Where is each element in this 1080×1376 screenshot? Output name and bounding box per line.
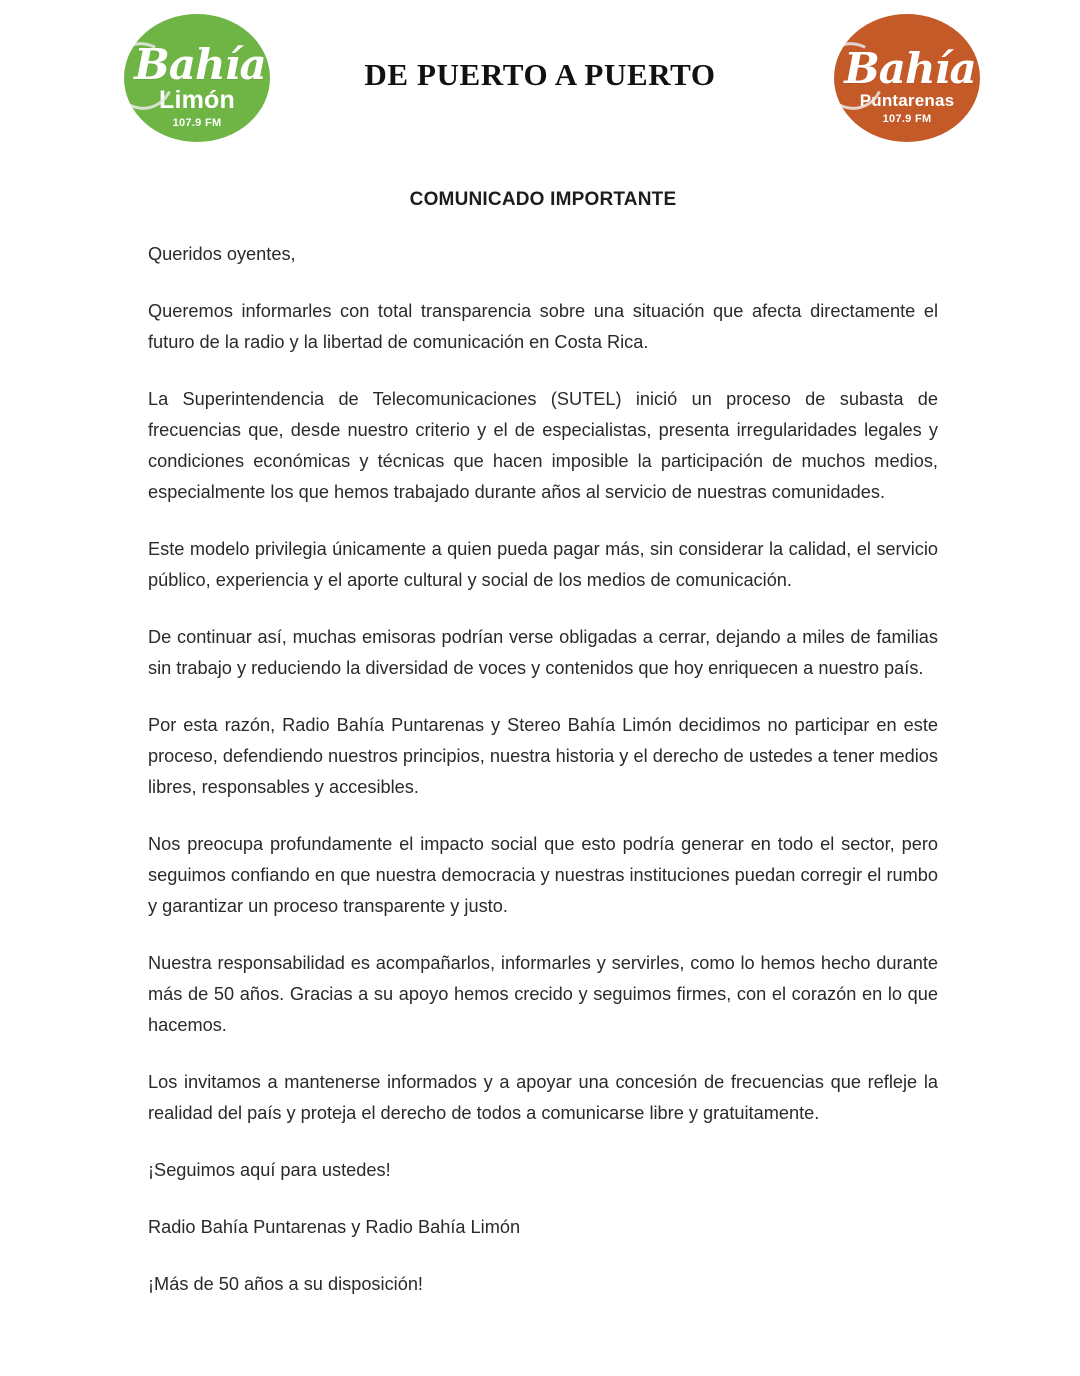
paragraph-closing: ¡Seguimos aquí para ustedes! [148, 1160, 391, 1180]
logo-city-name: Limón [159, 85, 235, 114]
logo-brand-name: Bahía [134, 39, 266, 89]
paragraph-decision: Por esta razón, Radio Bahía Puntarenas y Stereo Bahía Limón decidimos no participar en este proceso, defendiendo nuestros principios, nuestra historia y el derecho de ustedes a tener medios libres, responsables y accesibles. [148, 715, 938, 797]
document-sheet [148, 155, 938, 1300]
paragraph-salutation: Queridos oyentes, [148, 244, 296, 264]
document-body [148, 239, 938, 1300]
paragraph-model: Este modelo privilegia únicamente a quien pueda pagar más, sin considerar la calidad, el servicio público, experiencia y el aporte cultural y social de los medios de comunicación. [148, 539, 938, 590]
logo-frequency: 107.9 FM [172, 116, 222, 129]
page-title: DE PUERTO A PUERTO [364, 57, 716, 92]
letterhead-header [0, 0, 1080, 155]
paragraph-intro: Queremos informarles con total transparencia sobre una situación que afecta directamente el futuro de la radio y la libertad de comunicación en Costa Rica. [148, 301, 938, 352]
paragraph-invitation: Los invitamos a mantenerse informados y a apoyar una concesión de frecuencias que refleje la realidad del país y proteja el derecho de todos a comunicarse libre y gratuitamente. [148, 1072, 938, 1123]
paragraph-impact: De continuar así, muchas emisoras podrían verse obligadas a cerrar, dejando a miles de familias sin trabajo y reduciendo la diversidad de voces y contenidos que hoy enriquecen a nuestro país. [148, 627, 938, 678]
paragraph-tagline: ¡Más de 50 años a su disposición! [148, 1274, 423, 1294]
document-heading: COMUNICADO IMPORTANTE [409, 189, 677, 210]
paragraph-sutel: La Superintendencia de Telecomunicaciones (SUTEL) inició un proceso de subasta de frecuencias que, desde nuestro criterio y el de especialistas, presenta irregularidades legales y condiciones económicas y técnicas que hacen imposible la participación de muchos medios, especialmente los que hemos trabajado durante años al servicio de nuestras comunidades. [148, 389, 938, 502]
logo-brand-name: Bahía [844, 43, 976, 93]
paragraph-concern: Nos preocupa profundamente el impacto social que esto podría generar en todo el sector, pero seguimos confiando en que nuestra democracia y nuestras instituciones puedan corregir el rumbo y garantizar un proceso transparente y justo. [148, 834, 938, 916]
logo-frequency: 107.9 FM [882, 112, 932, 125]
logo-city-name: Puntarenas [859, 90, 955, 110]
logo-bahia-puntarenas [834, 14, 980, 142]
paragraph-commitment: Nuestra responsabilidad es acompañarlos, informarles y servirles, como lo hemos hecho durante más de 50 años. Gracias a su apoyo hemos crecido y seguimos firmes, con el corazón en lo que hacemos. [148, 953, 938, 1035]
paragraph-signature: Radio Bahía Puntarenas y Radio Bahía Limón [148, 1217, 521, 1237]
